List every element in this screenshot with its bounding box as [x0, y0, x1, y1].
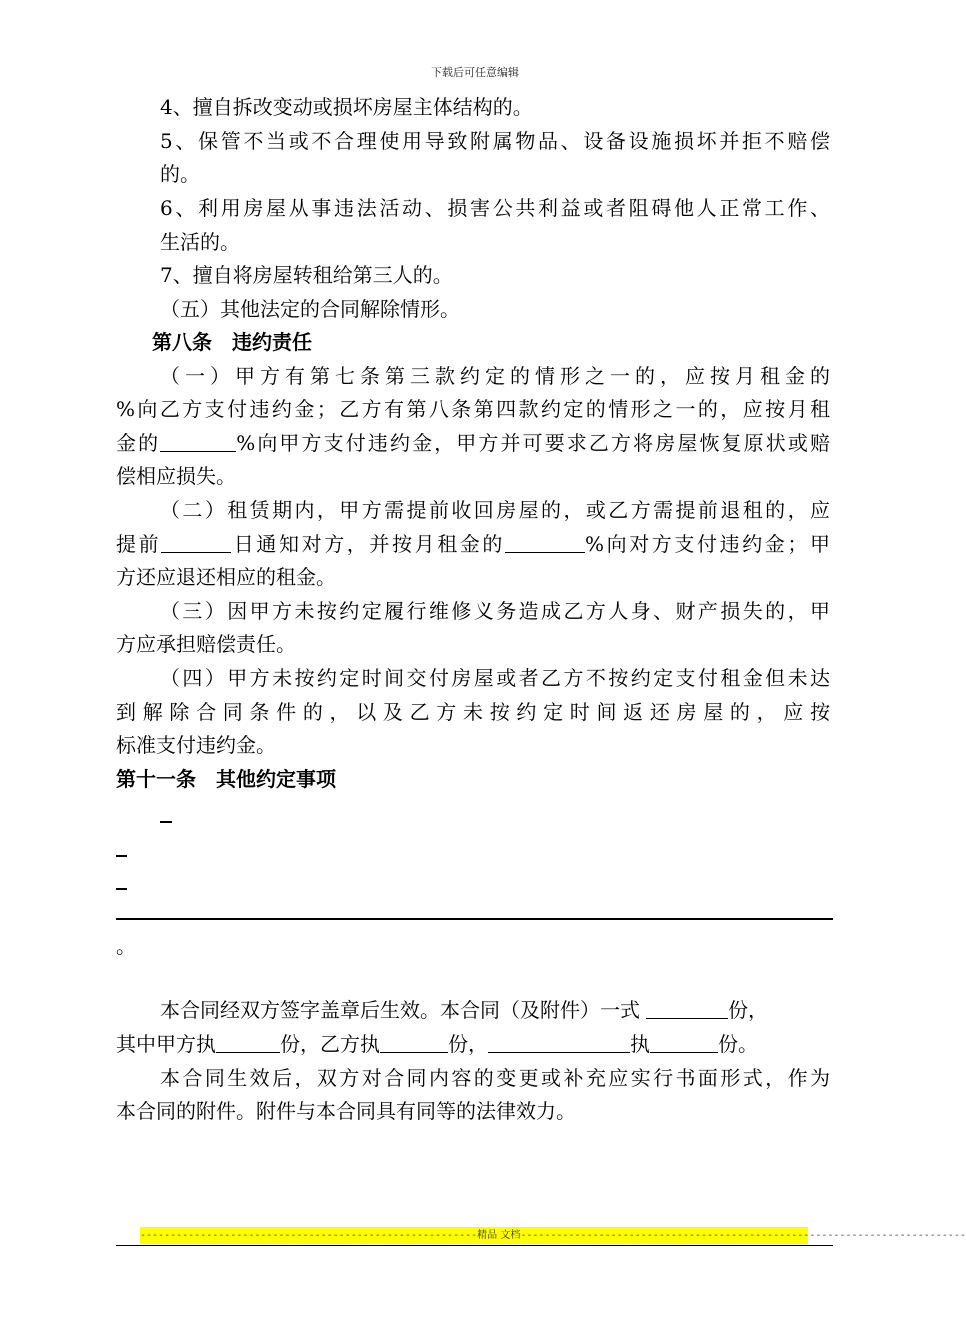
closing-p2-line2: 本合同的附件。附件与本合同具有同等的法律效力。	[116, 1099, 576, 1123]
clause-4: 4、擅自拆改变动或损坏房屋主体结构的。	[160, 95, 533, 119]
art8-p1-line2: %向乙方支付违约金；乙方有第八条第四款约定的情形之一的，应按月租	[116, 397, 830, 421]
art8-p1-line4: 偿相应损失。	[116, 464, 236, 488]
blank-field[interactable]	[505, 530, 585, 553]
blank-field[interactable]	[216, 1030, 280, 1053]
article-11-heading: 第十一条 其他约定事项	[116, 767, 336, 791]
art8-p2-line2-end: %向对方支付违约金；甲	[585, 532, 830, 556]
clause-6-cont: 生活的。	[160, 230, 240, 254]
art8-p4-line2: 到解除合同条件的，以及乙方未按约定时间返还房屋的，应按	[116, 700, 830, 724]
closing-p1-line2-e: 份。	[718, 1032, 758, 1056]
art8-p2-line2-start: 提前	[116, 532, 162, 556]
art8-p4-line3: 标准支付违约金。	[116, 733, 276, 757]
art8-p3-line1: （三）因甲方未按约定履行维修义务造成乙方人身、财产损失的，甲	[160, 599, 830, 623]
closing-p1-line2-d: 执	[630, 1032, 650, 1056]
article-11-period: 。	[116, 934, 136, 958]
blank-field[interactable]	[160, 429, 236, 452]
art8-p1-line3-end: %向甲方支付违约金，甲方并可要求乙方将房屋恢复原状或赔	[236, 431, 830, 455]
art8-p2-line1: （二）租赁期内，甲方需提前收回房屋的，或乙方需提前退租的，应	[160, 498, 830, 522]
art8-p1-line3	[116, 427, 830, 460]
footer-right-dashes: --------------------------------------------------------------------------	[520, 1230, 966, 1241]
art8-p2-line2-mid: 日通知对方，并按月租金的	[231, 532, 505, 556]
blank-field[interactable]	[650, 1030, 718, 1053]
art8-p3-line2: 方应承担赔偿责任。	[116, 632, 296, 656]
footer-left-dashes: --------------------------------------------------------	[140, 1230, 478, 1241]
blank-field[interactable]	[646, 996, 728, 1019]
footer-label: 精品 文档	[477, 1230, 521, 1241]
closing-p2-line1: 本合同生效后，双方对合同内容的变更或补充应实行书面形式，作为	[160, 1066, 830, 1090]
art8-p1-line1: （一）甲方有第七条第三款约定的情形之一的，应按月租金的	[160, 364, 830, 388]
clause-7: 7、擅自将房屋转租给第三人的。	[160, 263, 453, 287]
header-note: 下载后可任意编辑	[431, 66, 519, 79]
clause-5-cont: 的。	[160, 162, 200, 186]
closing-p1-line1-end: 份，	[728, 998, 768, 1022]
footer-banner	[140, 1227, 966, 1244]
blank-stub[interactable]	[116, 888, 127, 890]
closing-p1-line2-a: 其中甲方执	[116, 1032, 216, 1056]
art8-p4-line1: （四）甲方未按约定时间交付房屋或者乙方不按约定支付租金但未达	[160, 666, 830, 690]
blank-field[interactable]	[488, 1030, 630, 1053]
clause-5: 5、保管不当或不合理使用导致附属物品、设备设施损坏并拒不赔偿	[160, 129, 830, 153]
closing-p1-line2-b: 份，乙方执	[280, 1032, 380, 1056]
blank-stub[interactable]	[116, 855, 127, 857]
closing-p1-line1-text: 本合同经双方签字盖章后生效。本合同（及附件）一式	[160, 998, 640, 1022]
art8-p2-line3: 方还应退还相应的租金。	[116, 565, 336, 589]
blank-field[interactable]	[380, 1030, 448, 1053]
art8-p1-line3-start: 金的	[116, 431, 161, 455]
closing-p1-line1	[160, 994, 830, 1027]
blank-stub[interactable]	[160, 821, 172, 823]
closing-p1-line2-c: 份，	[448, 1032, 488, 1056]
blank-line[interactable]	[116, 918, 833, 920]
closing-p1-line2	[116, 1028, 830, 1061]
article-8-heading: 第八条 违约责任	[152, 330, 312, 354]
footer-divider	[116, 1245, 833, 1246]
blank-field[interactable]	[161, 530, 231, 553]
art8-p2-line2	[116, 528, 830, 561]
clause-6: 6、利用房屋从事违法活动、损害公共利益或者阻碍他人正常工作、	[160, 196, 830, 220]
clause-five: （五）其他法定的合同解除情形。	[160, 297, 460, 321]
